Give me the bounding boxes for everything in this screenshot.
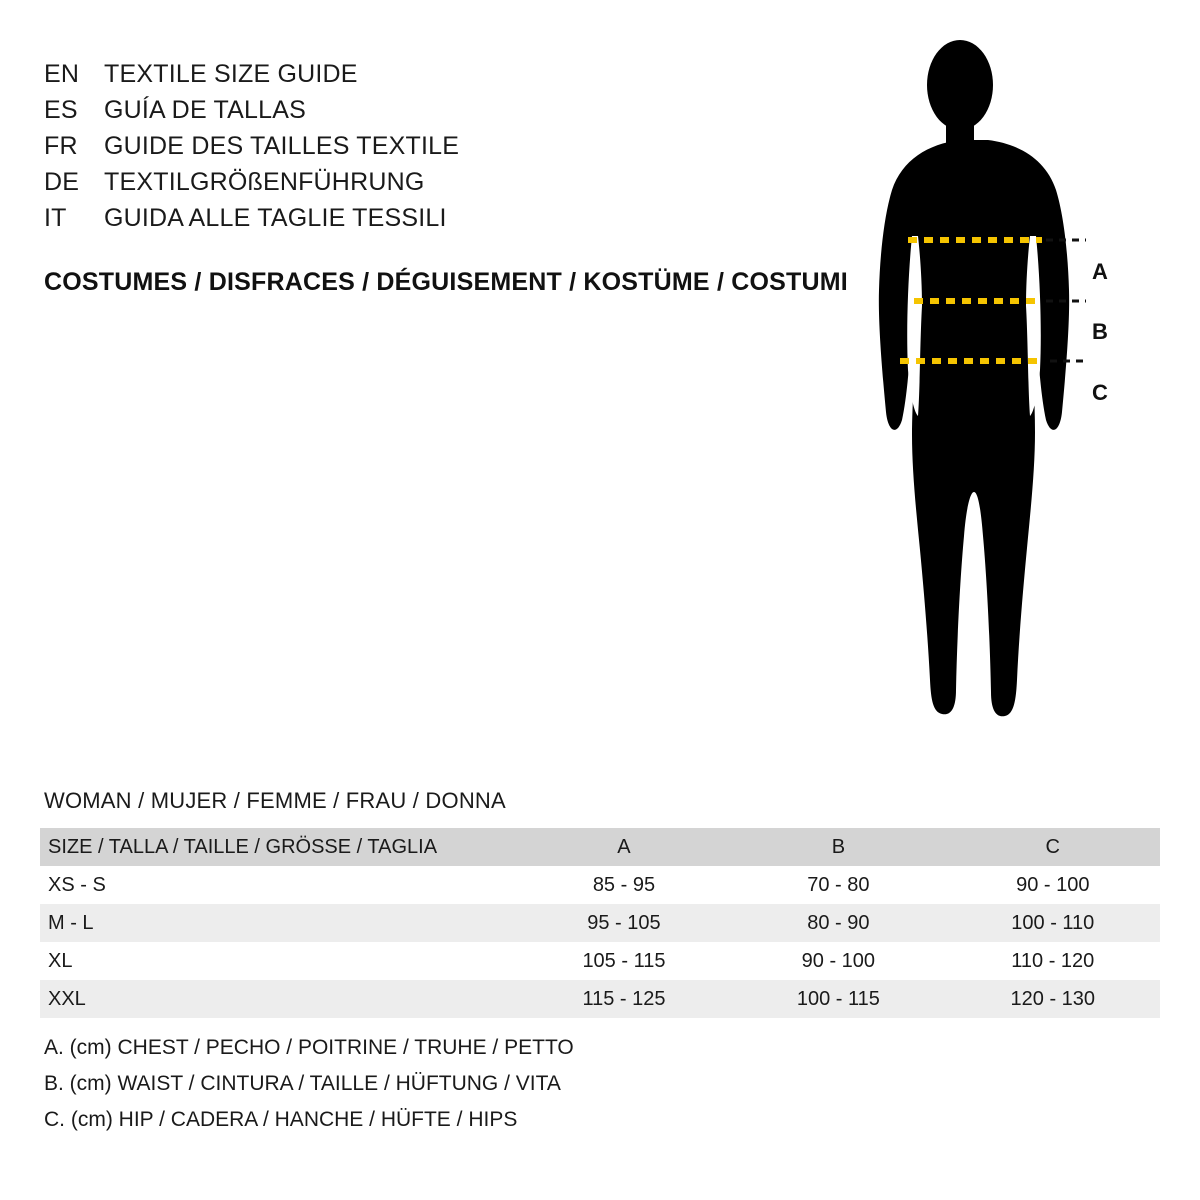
costumes-heading: COSTUMES / DISFRACES / DÉGUISEMENT / KOSTÜME / COSTUMI bbox=[44, 268, 848, 296]
table-title: WOMAN / MUJER / FEMME / FRAU / DONNA bbox=[44, 788, 506, 813]
table-row bbox=[40, 904, 1160, 942]
table-row bbox=[40, 980, 1160, 1018]
cell-b: 90 - 100 bbox=[801, 950, 876, 972]
language-code-de: DE bbox=[44, 168, 80, 196]
cell-c: 110 - 120 bbox=[1011, 950, 1095, 972]
cell-size: XL bbox=[48, 950, 73, 972]
language-code-en: EN bbox=[44, 60, 80, 88]
cell-a: 95 - 105 bbox=[587, 912, 661, 934]
table-body bbox=[40, 866, 1160, 1018]
note-chest: A. (cm) CHEST / PECHO / POITRINE / TRUHE / PETTO bbox=[44, 1036, 574, 1059]
measure-label-b: B bbox=[1092, 319, 1108, 344]
column-header-size: SIZE / TALLA / TAILLE / GRÖSSE / TAGLIA bbox=[48, 836, 438, 858]
language-row-es bbox=[44, 92, 824, 128]
language-code-es: ES bbox=[44, 96, 78, 124]
column-header-c: C bbox=[1045, 836, 1060, 858]
note-hip: C. (cm) HIP / CADERA / HANCHE / HÜFTE / HIPS bbox=[44, 1108, 518, 1131]
measure-label-a: A bbox=[1092, 259, 1108, 284]
cell-c: 100 - 110 bbox=[1011, 912, 1095, 934]
table-header bbox=[40, 828, 1160, 866]
woman-silhouette-icon bbox=[850, 40, 1170, 740]
language-text-it: GUIDA ALLE TAGLIE TESSILI bbox=[104, 204, 447, 232]
cell-size: M - L bbox=[48, 912, 94, 934]
figure-illustration bbox=[850, 40, 1170, 740]
measurement-notes bbox=[44, 1030, 574, 1138]
cell-size: XXL bbox=[48, 988, 86, 1010]
cell-a: 85 - 95 bbox=[592, 874, 656, 896]
table-row bbox=[40, 866, 1160, 904]
language-list bbox=[44, 56, 824, 236]
column-header-a: A bbox=[617, 836, 631, 858]
cell-b: 100 - 115 bbox=[796, 988, 880, 1010]
cell-b: 70 - 80 bbox=[807, 874, 870, 896]
cell-c: 120 - 130 bbox=[1010, 988, 1096, 1010]
language-text-es: GUÍA DE TALLAS bbox=[104, 96, 306, 124]
language-text-en: TEXTILE SIZE GUIDE bbox=[104, 60, 358, 88]
size-table bbox=[40, 828, 1160, 1018]
language-text-fr: GUIDE DES TAILLES TEXTILE bbox=[104, 132, 460, 160]
table-header-row bbox=[40, 828, 1160, 866]
column-header-b: B bbox=[831, 836, 846, 858]
language-row-en bbox=[44, 56, 824, 92]
cell-size: XS - S bbox=[48, 874, 106, 896]
cell-c: 90 - 100 bbox=[1016, 874, 1090, 896]
cell-a: 105 - 115 bbox=[582, 950, 666, 972]
language-row-it bbox=[44, 200, 824, 236]
cell-b: 80 - 90 bbox=[807, 912, 870, 934]
language-row-de bbox=[44, 164, 824, 200]
note-waist: B. (cm) WAIST / CINTURA / TAILLE / HÜFTUNG / VITA bbox=[44, 1072, 561, 1095]
table-row bbox=[40, 942, 1160, 980]
cell-a: 115 - 125 bbox=[582, 988, 666, 1010]
language-text-de: TEXTILGRÖßENFÜHRUNG bbox=[104, 168, 425, 196]
measure-label-c: C bbox=[1092, 380, 1108, 405]
language-row-fr bbox=[44, 128, 824, 164]
language-code-it: IT bbox=[44, 204, 67, 232]
language-code-fr: FR bbox=[44, 132, 78, 160]
